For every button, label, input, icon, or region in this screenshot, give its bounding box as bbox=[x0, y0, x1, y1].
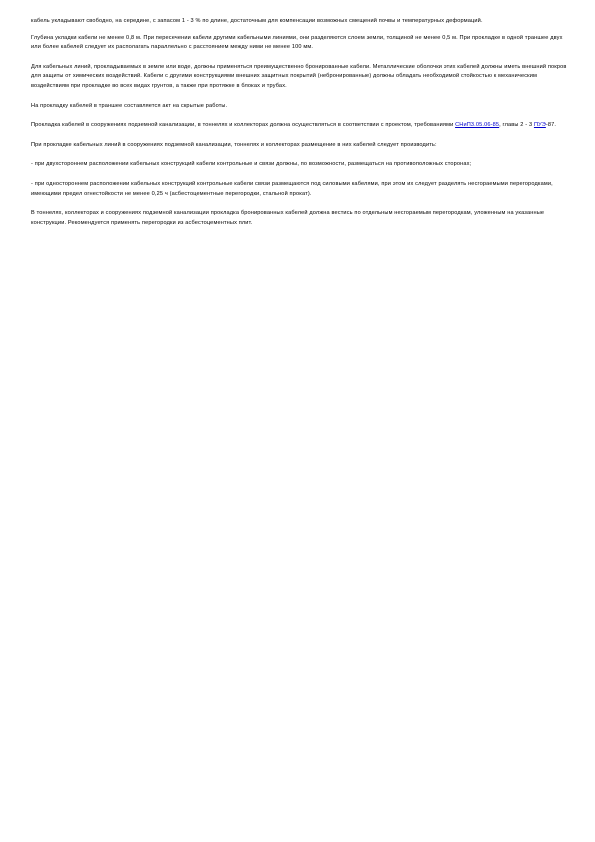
pue-link[interactable]: ПУЭ bbox=[533, 122, 546, 129]
paragraph-text: , главы 2 - 3 bbox=[499, 122, 534, 129]
paragraph-one-sided-placement: - при одностороннем расположении кабельных конструкций контрольные кабели связи размещаются под силовыми кабелями, при этом их следует разделять несгораемыми перегородками, имеющими предел огнестойкости не менее 0,25 ч (асбестоцементные перегородки, стальной прокат). bbox=[31, 180, 553, 197]
paragraph-two-sided-placement: - при двухстороннем расположении кабельных конструкций кабели контрольные и связи должны, по возможности, размещаться на противоположных сторонах; bbox=[31, 161, 472, 168]
paragraph-text: -87. bbox=[545, 122, 557, 129]
paragraph-tunnel-laying bbox=[31, 121, 567, 131]
snip-link[interactable]: СНиП3.05.06-85 bbox=[455, 122, 500, 129]
paragraph-armored-in-tunnels: В тоннелях, коллекторах и сооружениях подземной канализации прокладка бронированных кабелей должна вестись по отдельным несгораемым перегородкам, уложенным на указанные конструкции. Рекомендуется применять перегородки из асбестоцементных плит. bbox=[31, 210, 545, 226]
paragraph-cable-laying: кабель укладывают свободно, на середине, с запасом 1 - 3 % по длине, достаточным для компенсации возможных смещений почвы и температурных деформаций. bbox=[31, 18, 483, 24]
paragraph-armored-cables: Для кабельных линий, прокладываемых в земле или воде, должны применяться преимущественно бронированные кабели. Металлические оболочки этих кабелей должны иметь внешний покров для защиты от химических воздействий. Кабели с другими конструкциями внешних защитных покрытий (небронированные) должны обладать необходимой стойкостью к механическим воздействиям при прокладке во всех видах грунтов, а также при протяжке в блоках и трубах. bbox=[31, 63, 567, 89]
paragraph-hidden-works-act: На прокладку кабелей в траншее составляется акт на скрытые работы. bbox=[31, 102, 228, 109]
paragraph-text: Прокладка кабелей в сооружениях подземной канализации, в тоннелях и коллекторах должна осуществляться в соответствии с проектом, требованиями bbox=[31, 122, 456, 129]
paragraph-placement-rules: При прокладке кабельных линий в сооружениях подземной канализации, тоннелях и коллекторах размещение в них кабелей следует производить: bbox=[31, 141, 437, 148]
document-body bbox=[31, 17, 567, 238]
paragraph-laying-depth: Глубина укладки кабели не менее 0,8 м. При пересечении кабели другими кабельными линиями, они разделяются слоем земли, толщиной не менее 0,5 м. При прокладке в одной траншее двух или более кабелей следует их располагать параллельно с расстоянием между ними не менее 100 мм. bbox=[31, 34, 563, 51]
